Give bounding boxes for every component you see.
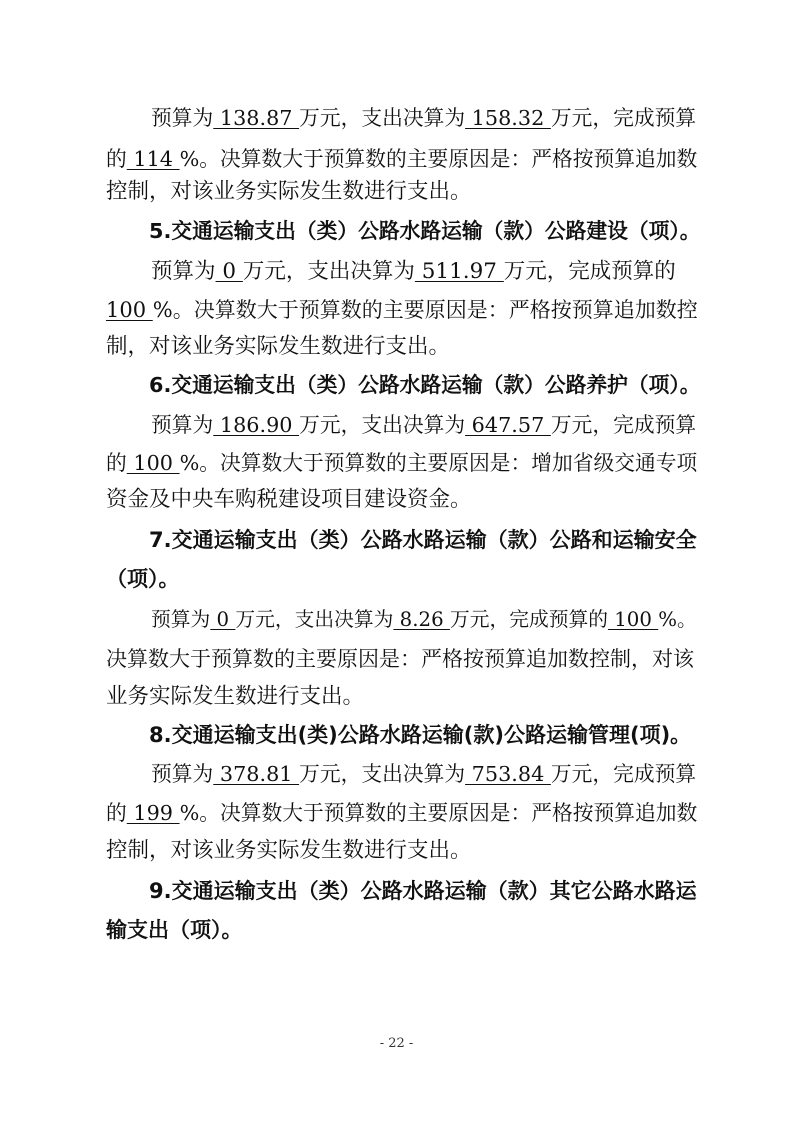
paragraph-line xyxy=(106,145,697,175)
line-text: 的 xyxy=(106,451,127,475)
budget-value: 0 xyxy=(210,608,236,631)
line-text: 的 xyxy=(106,147,127,171)
paragraph-line xyxy=(151,411,696,441)
paragraph-line: 制，对该业务实际发生数进行支出。 xyxy=(106,334,451,359)
paragraph-line xyxy=(151,104,696,134)
paragraph-line xyxy=(151,760,696,790)
line-text: %。 xyxy=(658,608,697,631)
page-number: - 22 - xyxy=(379,1036,414,1051)
budget-value: 378.81 xyxy=(213,762,300,786)
paragraph-line: 控制，对该业务实际发生数进行支出。 xyxy=(106,179,472,204)
paragraph-line xyxy=(151,258,676,288)
completion-rate-value: 114 xyxy=(126,147,180,171)
line-text: 万元，完成预算的 xyxy=(503,259,676,284)
completion-rate-value: 100 xyxy=(126,451,180,475)
paragraph-line xyxy=(106,296,698,326)
budget-value: 138.87 xyxy=(213,106,300,130)
line-text: 万元，支出决算为 xyxy=(235,608,394,631)
line-text: 万元，支出决算为 xyxy=(299,762,466,786)
line-text: %。决算数大于预算数的主要原因是：严格按预算追加数控 xyxy=(152,298,698,322)
line-text: 预算为 xyxy=(151,259,216,284)
budget-value: 0 xyxy=(215,259,243,284)
section-heading-continued: （项）。 xyxy=(106,567,180,591)
paragraph-line: 控制，对该业务实际发生数进行支出。 xyxy=(106,838,472,863)
line-text: 预算为 xyxy=(151,608,211,631)
paragraph-line: 资金及中央车购税建设项目建设资金。 xyxy=(106,487,472,512)
section-heading: 5.交通运输支出（类）公路水路运输（款）公路建设（项）。 xyxy=(149,219,701,243)
line-text: 万元，支出决算为 xyxy=(299,106,466,130)
line-text: 万元，支出决算为 xyxy=(299,413,466,437)
paragraph-line: 业务实际发生数进行支出。 xyxy=(106,684,365,709)
line-text: 万元，完成预算 xyxy=(550,413,697,437)
final-account-value: 511.97 xyxy=(414,259,504,284)
final-account-value: 158.32 xyxy=(465,106,551,130)
line-text: 万元，支出决算为 xyxy=(242,259,415,284)
line-text: 预算为 xyxy=(151,413,214,437)
budget-value: 186.90 xyxy=(213,413,300,437)
section-heading: 9.交通运输支出（类）公路水路运输（款）其它公路水路运 xyxy=(149,879,697,903)
final-account-value: 647.57 xyxy=(465,413,551,437)
section-heading: 7.交通运输支出（类）公路水路运输（款）公路和运输安全 xyxy=(149,528,697,552)
final-account-value: 8.26 xyxy=(393,608,450,631)
completion-rate-value: 100 xyxy=(106,298,153,322)
section-heading: 8.交通运输支出(类)公路水路运输(款)公路运输管理(项)。 xyxy=(149,723,692,747)
final-account-value: 753.84 xyxy=(465,762,551,786)
completion-rate-value: 100 xyxy=(607,608,659,631)
line-text: 预算为 xyxy=(151,106,214,130)
completion-rate-value: 199 xyxy=(126,801,180,825)
line-text: 万元，完成预算 xyxy=(550,106,697,130)
section-heading: 6.交通运输支出（类）公路水路运输（款）公路养护（项）。 xyxy=(149,373,701,397)
line-text: %。决算数大于预算数的主要原因是：严格按预算追加数 xyxy=(179,147,698,171)
line-text: %。决算数大于预算数的主要原因是：严格按预算追加数 xyxy=(179,801,698,825)
line-text: 的 xyxy=(106,801,127,825)
paragraph-line xyxy=(106,799,697,829)
line-text: 预算为 xyxy=(151,762,214,786)
line-text: 万元，完成预算的 xyxy=(449,608,608,631)
line-text: %。决算数大于预算数的主要原因是：增加省级交通专项 xyxy=(179,451,698,475)
paragraph-line xyxy=(106,449,697,479)
paragraph-line xyxy=(151,606,697,636)
section-heading-continued: 输支出（项）。 xyxy=(106,918,243,942)
paragraph-line: 决算数大于预算数的主要原因是：严格按预算追加数控制，对该 xyxy=(106,647,694,671)
line-text: 万元，完成预算 xyxy=(550,762,697,786)
